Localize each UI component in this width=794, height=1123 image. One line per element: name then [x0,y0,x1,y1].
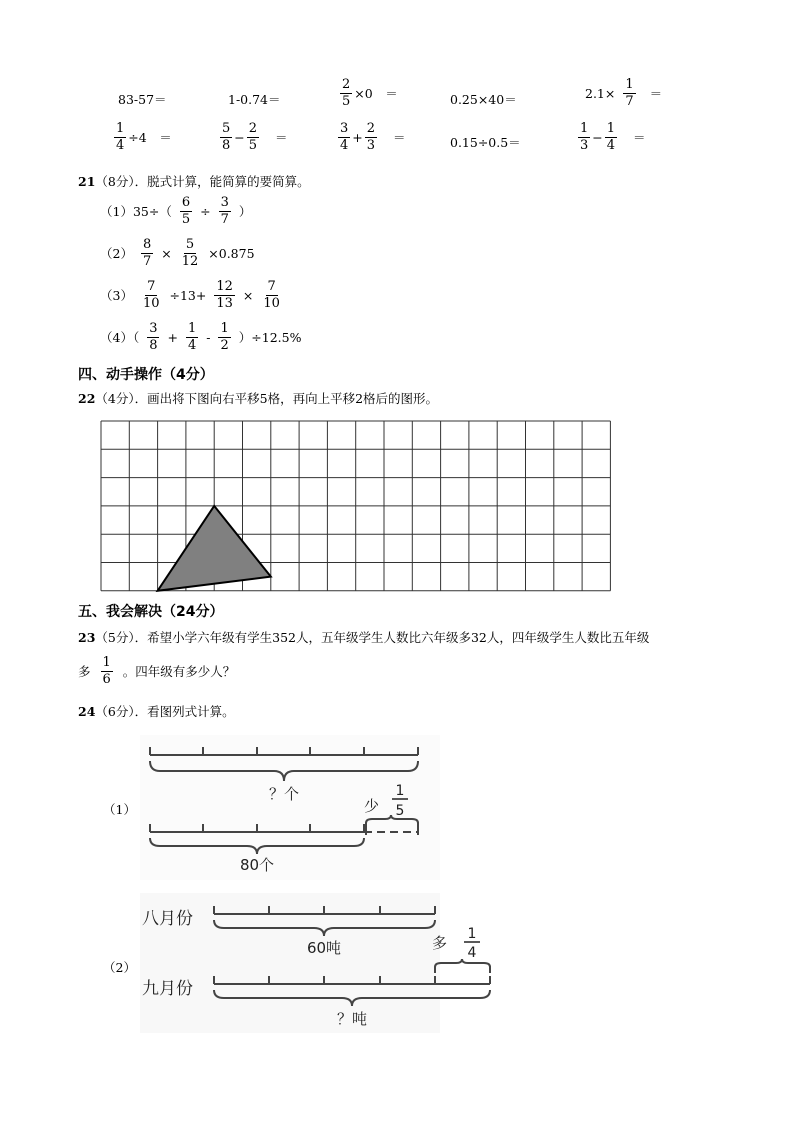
fraction: $\frac{8}{7}$ [142,237,152,269]
bottom-quantity-label: 80个 [239,856,275,874]
fraction: $\frac{2}{3}$ [366,121,376,153]
fraction: $\frac{3}{4}$ [340,121,349,153]
row-label-august: 八月份 [142,909,193,929]
oral-r2-a: $\frac{1}{4}$ ÷4 ＝ [116,121,172,153]
q24-prompt: 24（6分）．看图列式计算。 [78,704,235,719]
fraction: $\frac{1}{4}$ [116,121,125,153]
q21-item-3: （3） $\frac{7}{10}$ ÷13+ $\frac{12}{13}$ × $\frac{7}{10}$ [100,279,280,311]
q21-title: 21（8分）．脱式计算，能简算的要简算。 [78,174,310,189]
fraction: $\frac{1}{3}$ [580,121,589,153]
q21-item-2: （2） $\frac{8}{7}$ × $\frac{5}{12}$ ×0.875 [100,237,255,269]
fraction: $\frac{1}{4}$ [187,321,197,353]
top-quantity-label: ？个 [268,785,300,803]
oral-r1-b: 1-0.74＝ [228,92,281,107]
translation-grid [100,420,612,592]
oral-r2-e: $\frac{1}{3}$ − $\frac{1}{4}$ ＝ [580,121,646,153]
fraction: $\frac{2}{5}$ [248,121,258,153]
d2-label: （2） [103,960,136,975]
fraction: $\frac{7}{10}$ [142,279,160,311]
diagram-1 [140,735,440,880]
q21-item-4: （4）（ $\frac{3}{8}$ + $\frac{1}{4}$ - $\frac{1}{2}$ ）÷12.5% [100,321,302,353]
triangle-shape [158,506,271,591]
fraction: $\frac{5}{12}$ [181,237,199,269]
fraction: $\frac{5}{8}$ [222,121,231,153]
oral-r1-d: 0.25×40＝ [450,92,517,107]
fraction: $\frac{2}{5}$ [342,77,351,109]
august-quantity-label: 60吨 [306,939,342,957]
section-4-heading: 四、动手操作（4分） [78,367,214,383]
fraction-denominator: 4 [467,945,477,961]
q23-line-2: 多 $\frac{1}{6}$ 。四年级有多少人？ [78,655,236,687]
fraction-numerator: 1 [467,926,477,942]
more-brace [435,959,490,973]
row-label-september: 九月份 [142,979,193,999]
fraction-denominator: 5 [395,803,405,819]
d1-label: （1） [103,802,136,817]
fraction: $\frac{1}{7}$ [625,77,634,109]
fraction: $\frac{12}{13}$ [216,279,233,311]
fraction: $\frac{6}{5}$ [181,195,191,227]
diagram-2 [140,893,500,1038]
less-label: 少 [364,797,380,815]
oral-r1-c: $\frac{2}{5}$ ×0 ＝ [342,77,398,109]
fraction-numerator: 1 [395,783,405,799]
fraction: $\frac{1}{6}$ [102,655,111,687]
fraction: $\frac{1}{4}$ [606,121,616,153]
fraction: $\frac{3}{7}$ [220,195,229,227]
september-quantity-label: ？吨 [336,1010,368,1028]
section-5-heading: 五、我会解决（24分） [78,604,224,620]
oral-r1-e: 2.1× $\frac{1}{7}$ ＝ [585,77,663,109]
oral-r1-a: 83-57＝ [118,92,167,107]
q23-line-1: 23（5分）．希望小学六年级有学生352人，五年级学生人数比六年级多32人，四年级学生人数比五年级 [78,630,650,645]
fraction: $\frac{3}{8}$ [149,321,158,353]
q21-item-1: （1）35÷（ $\frac{6}{5}$ ÷ $\frac{3}{7}$ ） [100,195,252,227]
more-label: 多 [432,934,448,952]
fraction: $\frac{1}{2}$ [220,321,229,353]
q22-prompt: 22（4分）．画出将下图向右平移5格，再向上平移2格后的图形。 [78,391,439,406]
oral-r2-c: $\frac{3}{4}$ + $\frac{2}{3}$ ＝ [340,121,406,153]
oral-r2-b: $\frac{5}{8}$ − $\frac{2}{5}$ ＝ [222,121,288,153]
fraction: $\frac{7}{10}$ [263,279,280,311]
oral-r2-d: 0.15÷0.5＝ [450,135,521,150]
